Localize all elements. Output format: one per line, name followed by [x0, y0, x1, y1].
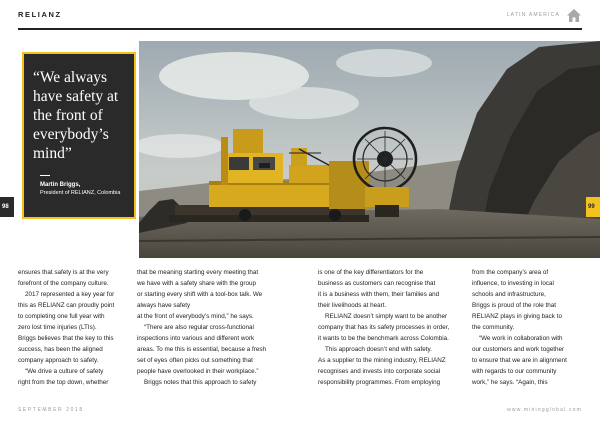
- text-line: Briggs notes that this approach to safety: [144, 379, 257, 386]
- text-line: ensures that safety is at the very: [18, 269, 109, 276]
- text-line: always have safety: [137, 302, 191, 309]
- text-line: success, has been the aligned: [18, 346, 103, 353]
- article-column-4: [472, 267, 600, 388]
- footer-date: SEPTEMBER 2018: [18, 407, 84, 413]
- text-line: recognises and invests into corporate social: [318, 368, 441, 375]
- text-line: areas. To me this is essential, because a fresh: [137, 346, 267, 353]
- text-line: 2017 represented a key year for: [25, 291, 115, 298]
- text-line: responsibility programmes. From employing: [318, 379, 441, 386]
- text-line: we have with a safety share with the group: [137, 280, 257, 287]
- text-line: company approach to safety.: [18, 357, 99, 364]
- text-line: this as RELIANZ can proudly point: [18, 302, 115, 309]
- text-line: inspections into various and different work: [137, 335, 255, 342]
- quote-divider: [40, 175, 50, 176]
- text-line: As a supplier to the mining industry, RELIANZ: [318, 357, 446, 364]
- text-line: to completing one full year with: [18, 313, 105, 320]
- header-rule: [18, 28, 582, 30]
- text-line: people have overlooked in their workplace.”: [137, 368, 259, 375]
- text-line: Briggs believes that the key to this: [18, 335, 114, 342]
- text-line: from the company’s area of: [472, 269, 549, 276]
- text-line: forefront of the company culture.: [18, 280, 109, 287]
- page-number-left: 98: [2, 204, 9, 210]
- brand-name: RELIANZ: [18, 10, 62, 19]
- pull-quote-text: “We always have safety at the front of everybody’s mind”: [33, 69, 119, 162]
- text-line: “We drive a culture of safety: [25, 368, 104, 375]
- text-line: is one of the key differentiators for the: [318, 269, 424, 276]
- quote-author-name: Martin Briggs,: [40, 182, 81, 188]
- text-line: it wants to be the benchmark across Colombia.: [318, 335, 449, 342]
- text-line: it is a business with them, their families and: [318, 291, 440, 298]
- text-line: business as customers can recognise that: [318, 280, 436, 287]
- text-line: our customers and work together: [472, 346, 565, 353]
- text-line: work,” he says. “Again, this: [472, 379, 548, 386]
- text-line: to ensure that we are in alignment: [472, 357, 567, 364]
- footer-website-link[interactable]: www.miningglobal.com: [507, 407, 582, 413]
- text-line: zero lost time injuries (LTIs).: [18, 324, 97, 331]
- article-column-3: [318, 267, 448, 388]
- region-label: LATIN AMERICA: [506, 12, 560, 18]
- text-line: that be meaning starting every meeting that: [137, 269, 259, 276]
- text-line: the community.: [472, 324, 515, 331]
- article-column-1: [18, 267, 148, 388]
- text-line: set of eyes often picks out something that: [137, 357, 253, 364]
- pull-quote-box: [22, 52, 136, 219]
- page-number-right: 99: [588, 204, 595, 210]
- text-line: right from the top down, whether: [18, 379, 109, 386]
- text-line: “There are also regular cross-functional: [144, 324, 254, 331]
- text-line: “We work in collaboration with: [479, 335, 563, 342]
- text-line: at the front of everybody’s mind,” he says.: [137, 313, 254, 320]
- text-line: company that has its safety processes in order,: [318, 324, 450, 331]
- text-line: This approach doesn’t end with safety.: [325, 346, 432, 353]
- text-line: or starting every shift with a tool-box talk. We: [137, 291, 263, 298]
- mining-machine-photo: [139, 41, 600, 258]
- text-line: RELIANZ doesn’t simply want to be another: [325, 313, 448, 320]
- text-line: schools and infrastructure,: [472, 291, 546, 298]
- text-line: with regards to our community: [472, 368, 557, 375]
- home-icon[interactable]: [566, 8, 582, 23]
- quote-author-title: President of RELIANZ, Colombia: [40, 190, 121, 196]
- article-column-2: [137, 267, 267, 388]
- text-line: influence, to investing in local: [472, 280, 554, 287]
- text-line: their livelihoods at heart.: [318, 302, 387, 309]
- text-line: Briggs is proud of the role that: [472, 302, 557, 309]
- page-header: [0, 0, 600, 29]
- text-line: RELIANZ plays in giving back to: [472, 313, 562, 320]
